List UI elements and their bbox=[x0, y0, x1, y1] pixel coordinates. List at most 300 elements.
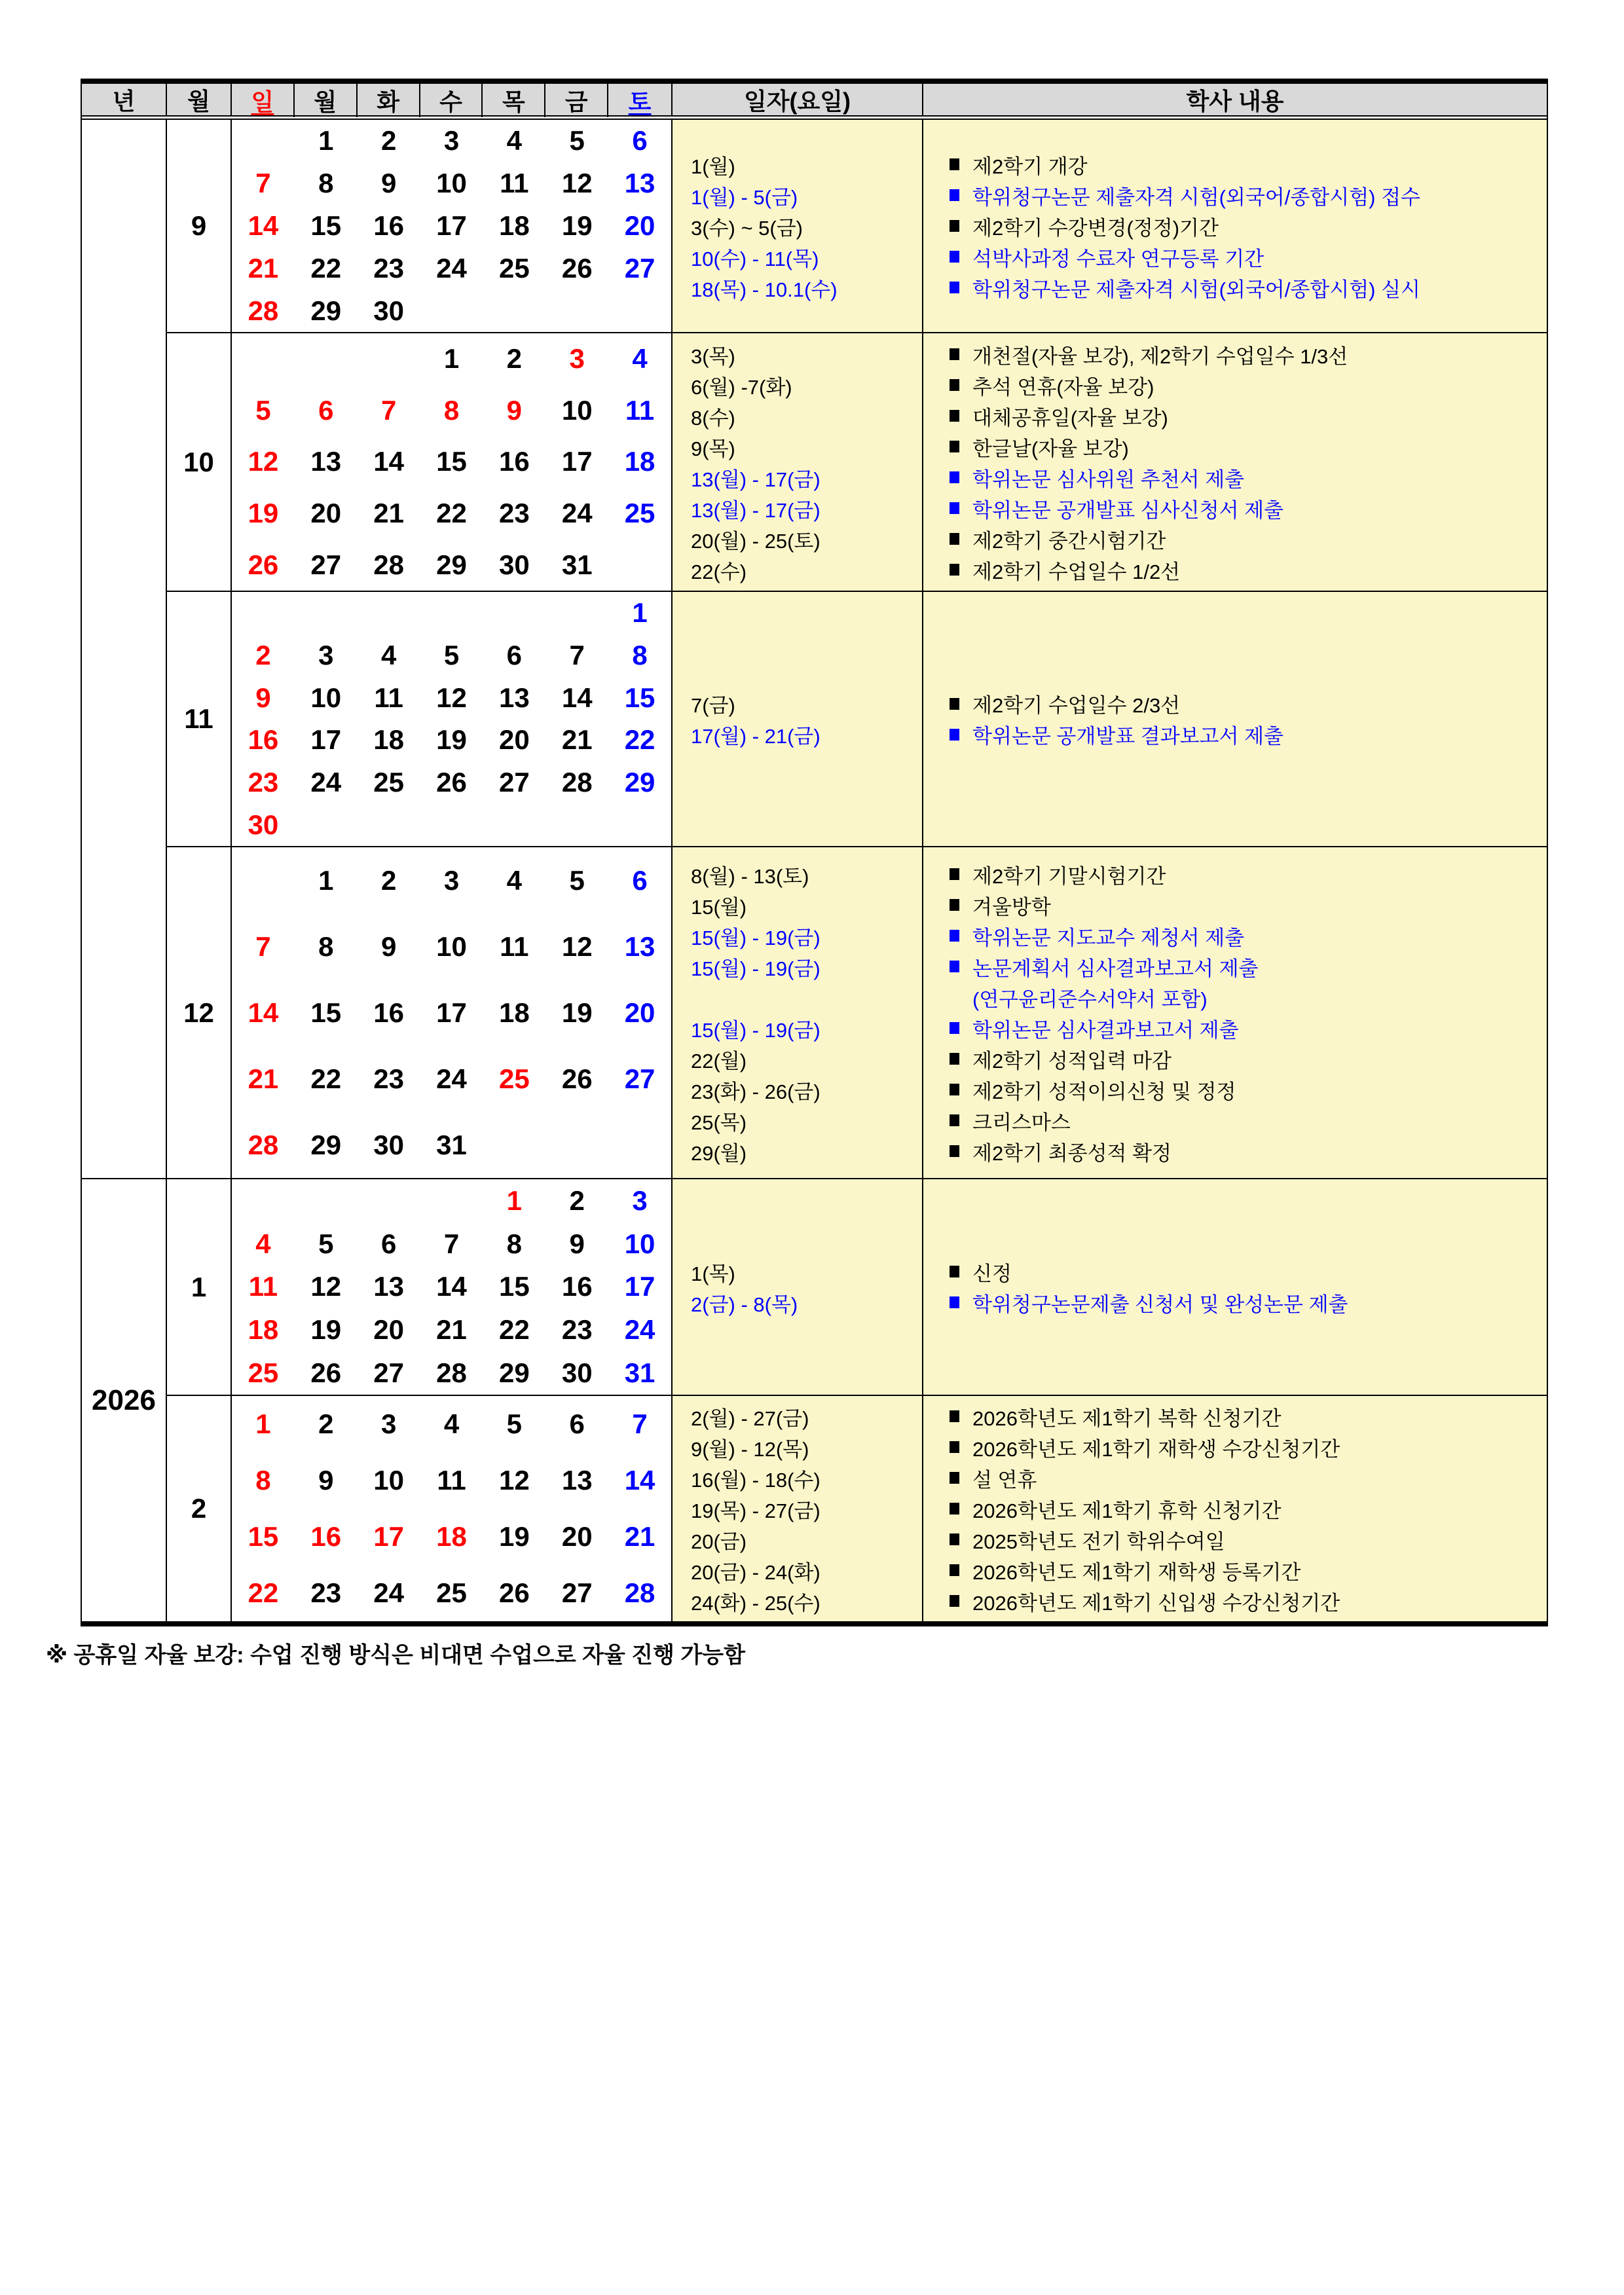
calendar-day: 18 bbox=[498, 997, 530, 1028]
calendar-day: 18 bbox=[373, 724, 404, 756]
event-item bbox=[950, 493, 1547, 524]
calendar-day: 26 bbox=[561, 1063, 593, 1094]
calendar-day: 30 bbox=[498, 549, 530, 580]
event-content-column bbox=[923, 847, 1547, 1178]
year-label: 2026 bbox=[82, 1179, 167, 1621]
calendar-day: 29 bbox=[310, 1129, 342, 1160]
calendar-day: 18 bbox=[248, 1314, 279, 1346]
event-content-column bbox=[923, 1396, 1547, 1621]
calendar-day-empty bbox=[232, 847, 295, 913]
calendar-day: 2 bbox=[255, 639, 271, 670]
event-item bbox=[950, 1257, 1547, 1287]
month-label: 1 bbox=[167, 1179, 232, 1395]
event-item bbox=[950, 1432, 1547, 1463]
calendar-day: 13 bbox=[561, 1465, 593, 1496]
calendar-day: 27 bbox=[624, 252, 655, 284]
event-item bbox=[950, 180, 1547, 211]
event-item bbox=[950, 401, 1547, 431]
calendar-day: 3 bbox=[632, 1184, 648, 1216]
calendar-day: 22 bbox=[624, 724, 655, 756]
event-date: 7(금) bbox=[691, 694, 735, 717]
calendar-day: 24 bbox=[624, 1314, 655, 1346]
calendar-day: 5 bbox=[443, 639, 460, 670]
calendar-day: 24 bbox=[310, 766, 342, 798]
calendar-day: 27 bbox=[310, 549, 342, 580]
event-text: 학위청구논문제출 신청서 및 완성논문 제출 bbox=[972, 1293, 1348, 1316]
event-date: 3(목) bbox=[691, 344, 735, 368]
month-calendar bbox=[232, 847, 673, 1178]
event-date: 18(목) - 10.1(수) bbox=[691, 278, 838, 301]
month-row bbox=[167, 591, 1547, 846]
calendar-day: 20 bbox=[561, 1521, 593, 1552]
calendar-day: 2 bbox=[318, 1408, 334, 1439]
bullet-icon bbox=[950, 868, 959, 880]
month-calendar bbox=[232, 1179, 673, 1395]
calendar-day: 2 bbox=[380, 125, 397, 156]
event-text: 논문계획서 심사결과보고서 제출 bbox=[972, 957, 1259, 980]
month-calendar bbox=[232, 120, 673, 332]
event-date: 15(월) - 19(금) bbox=[691, 1018, 821, 1042]
calendar-day: 13 bbox=[373, 1271, 404, 1302]
event-date: 1(월) - 5(금) bbox=[691, 185, 798, 209]
calendar-day: 26 bbox=[561, 252, 593, 284]
event-date: 15(월) - 19(금) bbox=[691, 926, 821, 949]
calendar-day-empty bbox=[295, 333, 358, 385]
event-text: 크리스마스 bbox=[972, 1111, 1071, 1134]
calendar-day: 5 bbox=[255, 394, 271, 426]
event-item bbox=[950, 921, 1547, 951]
calendar-day: 15 bbox=[436, 446, 467, 477]
event-date: 8(수) bbox=[691, 406, 735, 430]
calendar-day: 2 bbox=[380, 864, 397, 896]
bullet-icon bbox=[950, 1053, 959, 1065]
calendar-day: 1 bbox=[506, 1184, 523, 1216]
event-text: 학위청구논문 제출자격 시험(외국어/종합시험) 실시 bbox=[972, 278, 1420, 301]
bullet-icon bbox=[950, 1114, 959, 1126]
event-text: 제2학기 최종성적 확정 bbox=[972, 1141, 1172, 1165]
months-stack bbox=[167, 120, 1547, 1178]
event-text: 학위논문 지도교수 제청서 제출 bbox=[972, 926, 1245, 949]
event-text: 대체공휴일(자율 보강) bbox=[972, 406, 1168, 430]
bullet-icon bbox=[950, 1564, 959, 1576]
calendar-day: 23 bbox=[248, 766, 279, 798]
event-text: 제2학기 개강 bbox=[972, 155, 1088, 178]
bullet-icon bbox=[950, 1533, 959, 1545]
year-group bbox=[82, 1178, 1547, 1621]
calendar-day-empty bbox=[420, 592, 483, 634]
bullet-icon bbox=[950, 564, 959, 576]
calendar-day: 27 bbox=[498, 766, 530, 798]
calendar-day: 12 bbox=[561, 168, 593, 199]
year-group bbox=[82, 120, 1547, 1178]
calendar-day: 21 bbox=[248, 1063, 279, 1094]
event-date: 20(금) - 24(화) bbox=[691, 1560, 821, 1584]
event-content-column bbox=[923, 333, 1547, 591]
calendar-day: 17 bbox=[310, 724, 342, 756]
calendar-day: 20 bbox=[624, 210, 655, 241]
calendar-day: 19 bbox=[436, 724, 467, 756]
event-date: 22(수) bbox=[691, 560, 747, 583]
month-column-header: 월 bbox=[167, 84, 232, 115]
calendar-day: 6 bbox=[632, 125, 648, 156]
calendar-day: 23 bbox=[498, 498, 530, 529]
calendar-day: 11 bbox=[625, 394, 655, 426]
event-item bbox=[950, 1074, 1547, 1105]
calendar-day: 4 bbox=[506, 125, 523, 156]
calendar-day: 13 bbox=[624, 930, 655, 962]
calendar-day: 16 bbox=[248, 724, 279, 756]
calendar-day: 10 bbox=[436, 168, 467, 199]
calendar-day: 4 bbox=[506, 864, 523, 896]
month-row bbox=[167, 1179, 1547, 1395]
event-text: 2026학년도 제1학기 복학 신청기간 bbox=[972, 1406, 1282, 1430]
day-header: 수 bbox=[420, 84, 483, 117]
calendar-day: 15 bbox=[310, 210, 342, 241]
calendar-day: 8 bbox=[255, 1465, 271, 1496]
table-body bbox=[82, 120, 1547, 1621]
calendar-day: 20 bbox=[624, 997, 655, 1028]
calendar-day: 15 bbox=[498, 1271, 530, 1302]
calendar-day: 9 bbox=[569, 1228, 585, 1259]
event-item bbox=[950, 688, 1547, 719]
calendar-day: 15 bbox=[624, 682, 655, 713]
calendar-day: 3 bbox=[380, 1408, 397, 1439]
bullet-icon bbox=[950, 1022, 959, 1034]
calendar-day: 26 bbox=[498, 1577, 530, 1608]
calendar-day: 10 bbox=[624, 1228, 655, 1259]
calendar-day: 27 bbox=[624, 1063, 655, 1094]
month-label: 9 bbox=[167, 120, 232, 332]
calendar-day-empty bbox=[545, 803, 608, 846]
calendar-day: 28 bbox=[248, 1129, 279, 1160]
event-item bbox=[950, 431, 1547, 462]
calendar-day: 8 bbox=[632, 639, 648, 670]
calendar-day: 26 bbox=[436, 766, 467, 798]
calendar-day: 24 bbox=[373, 1577, 404, 1608]
event-date: 15(월) - 19(금) bbox=[691, 957, 821, 980]
event-item bbox=[950, 242, 1547, 272]
event-date: 23(화) - 26(금) bbox=[691, 1080, 821, 1103]
calendar-day-empty bbox=[483, 289, 545, 332]
calendar-day: 2 bbox=[506, 343, 523, 375]
event-text: 학위논문 심사결과보고서 제출 bbox=[972, 1018, 1239, 1042]
calendar-day: 16 bbox=[561, 1271, 593, 1302]
event-date: 2(금) - 8(목) bbox=[691, 1293, 798, 1316]
event-date: 2(월) - 27(금) bbox=[691, 1406, 809, 1430]
event-date: 10(수) - 11(목) bbox=[691, 247, 819, 270]
event-date: 17(월) - 21(금) bbox=[691, 725, 821, 748]
event-text: 겨울방학 bbox=[972, 895, 1051, 919]
calendar-day: 29 bbox=[436, 549, 467, 580]
calendar-day: 6 bbox=[318, 394, 334, 426]
calendar-day: 3 bbox=[443, 864, 460, 896]
calendar-day: 10 bbox=[561, 394, 593, 426]
calendar-day: 22 bbox=[310, 1063, 342, 1094]
event-item bbox=[950, 1013, 1547, 1044]
calendar-day: 26 bbox=[248, 549, 279, 580]
bullet-icon bbox=[950, 1503, 959, 1515]
bullet-icon bbox=[950, 1266, 959, 1277]
event-text: 제2학기 성적이의신청 및 정정 bbox=[972, 1080, 1236, 1103]
calendar-day: 4 bbox=[255, 1228, 271, 1259]
calendar-day-empty bbox=[358, 1179, 420, 1222]
calendar-day-empty bbox=[420, 1179, 483, 1222]
calendar-day-empty bbox=[358, 803, 420, 846]
bullet-icon bbox=[950, 282, 959, 293]
event-date: 19(목) - 27(금) bbox=[691, 1499, 821, 1522]
event-item bbox=[950, 1586, 1547, 1617]
calendar-day: 1 bbox=[318, 864, 334, 896]
event-date: 16(월) - 18(수) bbox=[691, 1468, 821, 1492]
calendar-day: 26 bbox=[310, 1357, 342, 1389]
month-row bbox=[167, 1395, 1547, 1621]
event-text: 학위논문 공개발표 심사신청서 제출 bbox=[972, 498, 1284, 522]
calendar-day: 23 bbox=[373, 252, 404, 284]
event-text: 추석 연휴(자율 보강) bbox=[972, 375, 1154, 399]
calendar-day-empty bbox=[232, 333, 295, 385]
calendar-day: 27 bbox=[373, 1357, 404, 1389]
calendar-day: 7 bbox=[569, 639, 585, 670]
calendar-day-empty bbox=[232, 592, 295, 634]
event-date: 8(월) - 13(토) bbox=[691, 864, 809, 888]
table-header-row bbox=[82, 84, 1547, 117]
event-date: 25(목) bbox=[691, 1111, 747, 1134]
event-content-column bbox=[923, 1179, 1547, 1395]
calendar-day: 20 bbox=[310, 498, 342, 529]
date-column-header: 일자(요일) bbox=[673, 84, 923, 115]
calendar-day: 11 bbox=[500, 930, 529, 962]
event-date: 29(월) bbox=[691, 1141, 747, 1165]
calendar-day: 12 bbox=[310, 1271, 342, 1302]
calendar-day: 14 bbox=[248, 210, 279, 241]
calendar-day: 17 bbox=[624, 1271, 655, 1302]
calendar-day: 11 bbox=[374, 682, 403, 713]
calendar-day: 10 bbox=[373, 1465, 404, 1496]
calendar-day: 22 bbox=[436, 498, 467, 529]
calendar-day: 17 bbox=[436, 210, 467, 241]
calendar-day: 14 bbox=[373, 446, 404, 477]
calendar-day-empty bbox=[358, 592, 420, 634]
calendar-day: 18 bbox=[624, 446, 655, 477]
calendar-day: 28 bbox=[248, 295, 279, 326]
day-header: 화 bbox=[358, 84, 420, 117]
event-item bbox=[950, 1287, 1547, 1318]
calendar-day: 31 bbox=[624, 1357, 655, 1389]
month-label: 2 bbox=[167, 1396, 232, 1621]
calendar-day: 12 bbox=[561, 930, 593, 962]
calendar-day: 28 bbox=[373, 549, 404, 580]
calendar-day: 9 bbox=[255, 682, 271, 713]
day-header: 금 bbox=[545, 84, 608, 117]
event-item bbox=[950, 462, 1547, 493]
calendar-day: 20 bbox=[373, 1314, 404, 1346]
calendar-day-empty bbox=[420, 289, 483, 332]
calendar-day: 5 bbox=[318, 1228, 334, 1259]
calendar-day: 25 bbox=[498, 252, 530, 284]
event-text: 석박사과정 수료자 연구등록 기간 bbox=[972, 247, 1264, 270]
event-item bbox=[950, 370, 1547, 401]
calendar-day-empty bbox=[545, 592, 608, 634]
event-text: 2026학년도 제1학기 재학생 수강신청기간 bbox=[972, 1437, 1340, 1461]
bullet-icon bbox=[950, 1084, 959, 1095]
calendar-day: 22 bbox=[498, 1314, 530, 1346]
month-calendar bbox=[232, 333, 673, 591]
event-date: 20(금) bbox=[691, 1530, 747, 1553]
calendar-day: 7 bbox=[255, 930, 271, 962]
calendar-day: 13 bbox=[624, 168, 655, 199]
calendar-day: 8 bbox=[443, 394, 460, 426]
calendar-day: 9 bbox=[380, 168, 397, 199]
event-date: 1(목) bbox=[691, 1262, 735, 1285]
day-header: 월 bbox=[295, 84, 358, 117]
calendar-day-empty bbox=[608, 539, 671, 591]
month-label: 10 bbox=[167, 333, 232, 591]
event-text: 제2학기 수업일수 2/3선 bbox=[972, 694, 1181, 717]
bullet-icon bbox=[950, 251, 959, 263]
content-column-header: 학사 내용 bbox=[1186, 87, 1284, 115]
calendar-day: 25 bbox=[373, 766, 404, 798]
calendar-day: 21 bbox=[624, 1521, 655, 1552]
calendar-day: 10 bbox=[436, 930, 467, 962]
event-date: 15(월) bbox=[691, 895, 747, 919]
bullet-icon bbox=[950, 1472, 959, 1484]
event-item bbox=[950, 211, 1547, 242]
weekday-headers bbox=[232, 84, 673, 115]
calendar-day: 16 bbox=[373, 997, 404, 1028]
event-item bbox=[950, 1105, 1547, 1136]
event-item bbox=[950, 555, 1547, 585]
calendar-day: 14 bbox=[561, 682, 593, 713]
calendar-day: 13 bbox=[310, 446, 342, 477]
calendar-day: 12 bbox=[498, 1465, 530, 1496]
calendar-day: 22 bbox=[310, 252, 342, 284]
event-dates-column bbox=[673, 333, 923, 591]
calendar-day: 19 bbox=[561, 210, 593, 241]
month-label: 11 bbox=[167, 592, 232, 846]
event-item bbox=[950, 951, 1547, 982]
event-date: 9(월) - 12(목) bbox=[691, 1437, 809, 1461]
calendar-day: 9 bbox=[380, 930, 397, 962]
calendar-day: 11 bbox=[248, 1271, 278, 1302]
calendar-day: 18 bbox=[436, 1521, 467, 1552]
calendar-day: 12 bbox=[436, 682, 467, 713]
event-item bbox=[950, 524, 1547, 555]
calendar-day: 24 bbox=[436, 1063, 467, 1094]
calendar-day: 13 bbox=[498, 682, 530, 713]
holiday-footnote: ※ 공휴일 자율 보강: 수업 진행 방식은 비대면 수업으로 자율 진행 가능함 bbox=[46, 1643, 745, 1668]
calendar-day: 4 bbox=[632, 343, 648, 375]
calendar-day: 31 bbox=[561, 549, 593, 580]
calendar-day-empty bbox=[608, 1112, 671, 1178]
month-row bbox=[167, 846, 1547, 1178]
calendar-day: 7 bbox=[380, 394, 397, 426]
day-header: 목 bbox=[483, 84, 545, 117]
bullet-icon bbox=[950, 158, 959, 170]
bullet-icon bbox=[950, 1296, 959, 1308]
bullet-icon bbox=[950, 1145, 959, 1157]
months-stack bbox=[167, 1179, 1547, 1621]
calendar-day: 7 bbox=[443, 1228, 460, 1259]
calendar-day: 1 bbox=[632, 597, 648, 629]
calendar-day: 19 bbox=[561, 997, 593, 1028]
calendar-day: 30 bbox=[373, 295, 404, 326]
bullet-icon bbox=[950, 961, 959, 972]
event-text: 제2학기 수강변경(정정)기간 bbox=[972, 216, 1219, 240]
calendar-day: 6 bbox=[632, 864, 648, 896]
calendar-day: 29 bbox=[624, 766, 655, 798]
event-text: 설 연휴 bbox=[972, 1468, 1037, 1492]
calendar-day: 14 bbox=[248, 997, 279, 1028]
event-content-column bbox=[923, 120, 1547, 332]
event-dates-column bbox=[673, 847, 923, 1178]
calendar-day: 1 bbox=[255, 1408, 271, 1439]
bullet-icon bbox=[950, 899, 959, 911]
calendar-day: 24 bbox=[436, 252, 467, 284]
event-dates-column bbox=[673, 592, 923, 846]
bullet-icon bbox=[950, 1595, 959, 1607]
bullet-icon bbox=[950, 471, 959, 483]
calendar-day: 18 bbox=[498, 210, 530, 241]
calendar-day: 11 bbox=[437, 1465, 466, 1496]
event-text: 신정 bbox=[972, 1262, 1012, 1285]
event-item bbox=[950, 149, 1547, 180]
calendar-day: 7 bbox=[632, 1408, 648, 1439]
calendar-day: 5 bbox=[569, 125, 585, 156]
event-item bbox=[950, 890, 1547, 921]
event-text: 학위청구논문 제출자격 시험(외국어/종합시험) 접수 bbox=[972, 185, 1420, 209]
event-dates-column bbox=[673, 120, 923, 332]
event-date bbox=[691, 982, 922, 1013]
calendar-day: 16 bbox=[498, 446, 530, 477]
calendar-day: 21 bbox=[248, 252, 279, 284]
calendar-day: 8 bbox=[506, 1228, 523, 1259]
bullet-icon bbox=[950, 379, 959, 391]
calendar-day: 28 bbox=[624, 1577, 655, 1608]
calendar-day: 1 bbox=[318, 125, 334, 156]
event-date: 1(월) bbox=[691, 155, 735, 178]
event-text: 2025학년도 전기 학위수여일 bbox=[972, 1530, 1225, 1553]
calendar-day: 16 bbox=[373, 210, 404, 241]
event-text: 제2학기 중간시험기간 bbox=[972, 529, 1166, 553]
calendar-day: 4 bbox=[380, 639, 397, 670]
calendar-day: 12 bbox=[248, 446, 279, 477]
day-header: 일 bbox=[232, 84, 295, 117]
calendar-day-empty bbox=[483, 592, 545, 634]
event-date: 13(월) - 17(금) bbox=[691, 468, 821, 491]
calendar-day: 17 bbox=[373, 1521, 404, 1552]
calendar-day: 19 bbox=[498, 1521, 530, 1552]
event-date: 22(월) bbox=[691, 1049, 747, 1073]
academic-calendar-table bbox=[81, 79, 1548, 1626]
calendar-day: 24 bbox=[561, 498, 593, 529]
event-item bbox=[950, 1463, 1547, 1494]
calendar-day: 21 bbox=[436, 1314, 467, 1346]
calendar-day-empty bbox=[358, 333, 420, 385]
event-text: 2026학년도 제1학기 신입생 수강신청기간 bbox=[972, 1591, 1340, 1615]
event-text: 제2학기 기말시험기간 bbox=[972, 864, 1166, 888]
event-item bbox=[950, 982, 1547, 1013]
calendar-day: 10 bbox=[310, 682, 342, 713]
calendar-day: 7 bbox=[255, 168, 271, 199]
calendar-day: 5 bbox=[506, 1408, 523, 1439]
calendar-day: 9 bbox=[318, 1465, 334, 1496]
calendar-day-empty bbox=[232, 1179, 295, 1222]
calendar-day: 3 bbox=[318, 639, 334, 670]
calendar-day: 27 bbox=[561, 1577, 593, 1608]
calendar-day: 25 bbox=[436, 1577, 467, 1608]
month-calendar bbox=[232, 592, 673, 846]
bullet-icon bbox=[950, 441, 959, 452]
